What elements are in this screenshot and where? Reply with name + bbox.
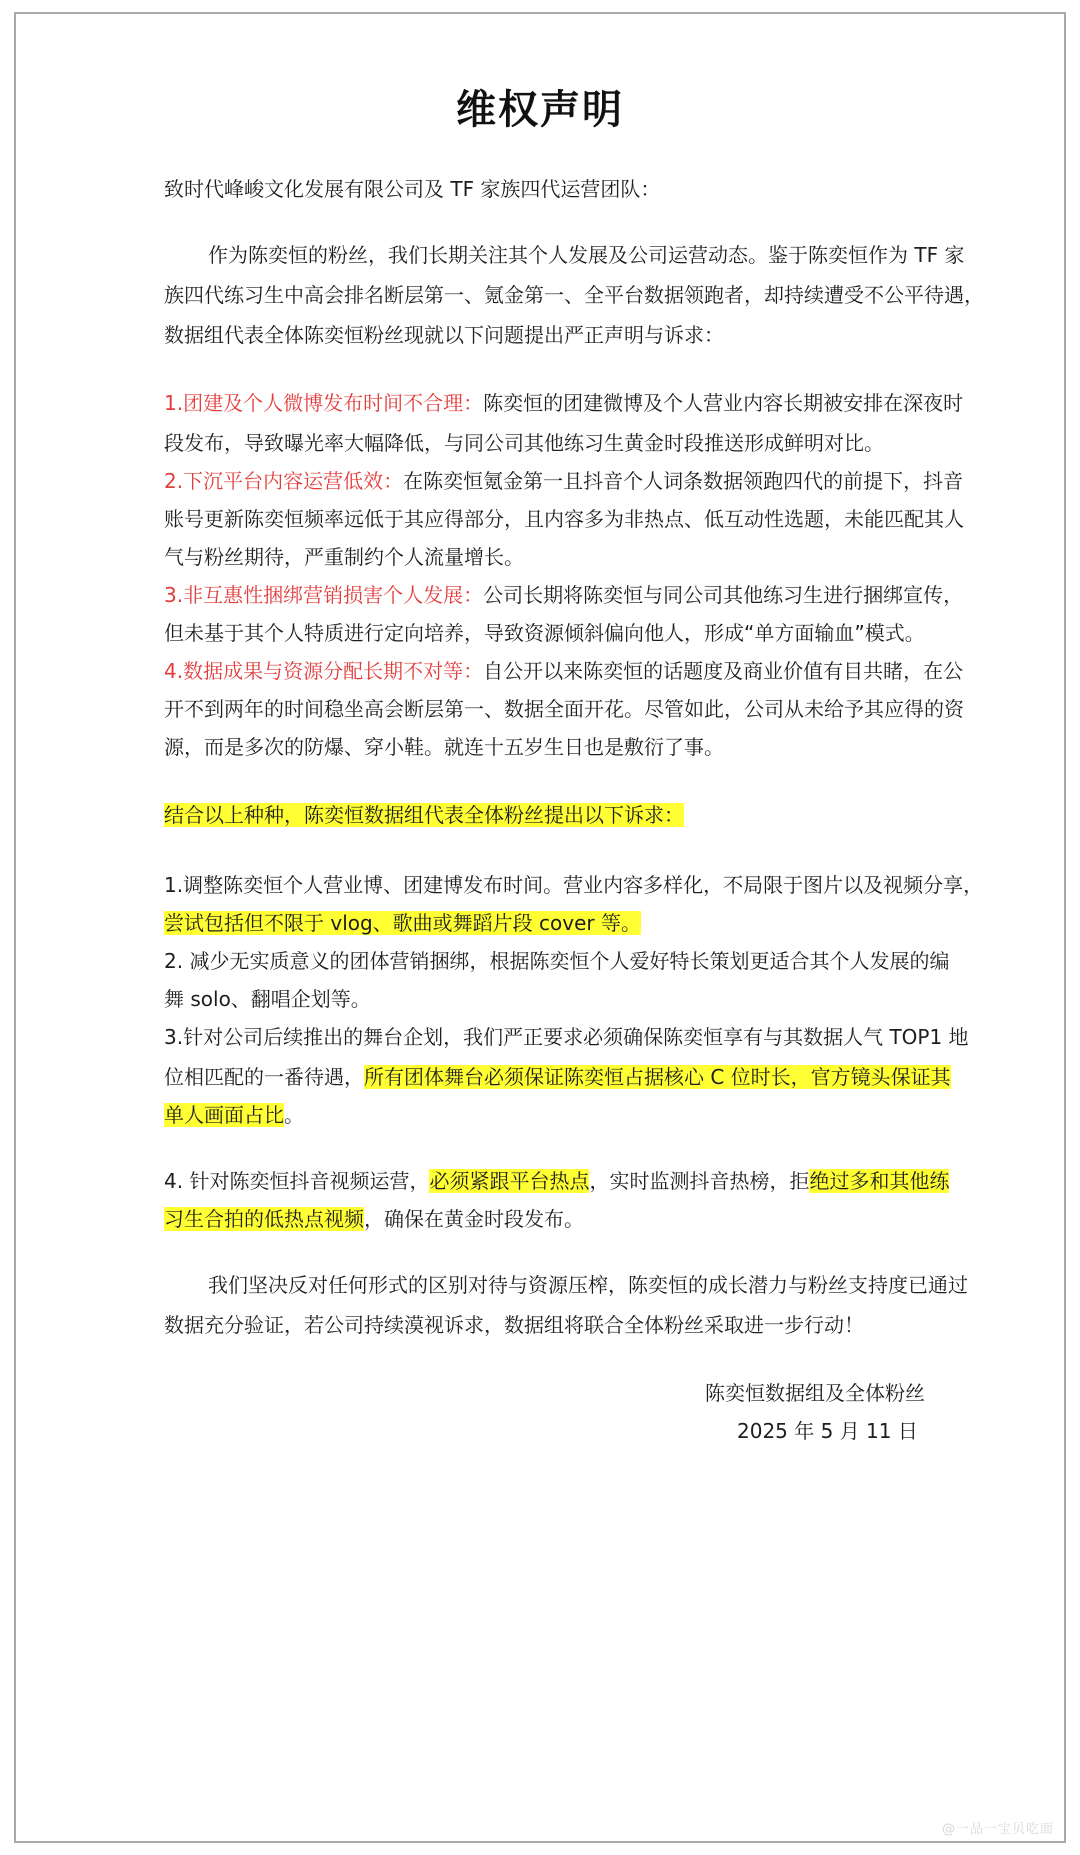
demand-2-line-1: 2. 减少无实质意义的团体营销捆绑，根据陈奕恒个人爱好特长策划更适合其个人发展的编: [164, 949, 950, 973]
issue-4-line-3: 源，而是多次的防爆、穿小鞋。就连十五岁生日也是敷衍了事。: [164, 735, 724, 759]
demand-intro: [164, 801, 684, 829]
issue-2-text: 在陈奕恒氪金第一且抖音个人词条数据领跑四代的前提下，抖音: [403, 469, 964, 493]
issue-2-line-2: 账号更新陈奕恒频率远低于其应得部分，且内容多为非热点、低互动性选题，未能匹配其人: [164, 507, 964, 531]
intro-line-3: 数据组代表全体陈奕恒粉丝现就以下问题提出严正声明与诉求：: [164, 323, 724, 347]
demand-4-highlight-a: 必须紧跟平台热点: [429, 1169, 590, 1193]
issue-4-line-2: 开不到两年的时间稳坐高会断层第一、数据全面开花。尽管如此，公司从未给予其应得的资: [164, 697, 964, 721]
demand-4-text-a: 4. 针对陈奕恒抖音视频运营，: [164, 1169, 430, 1193]
issue-2-line-3: 气与粉丝期待，严重制约个人流量增长。: [164, 545, 524, 569]
demand-4-line-1: [164, 1167, 949, 1195]
issue-1-line-2: 段发布，导致曝光率大幅降低，与同公司其他练习生黄金时段推送形成鲜明对比。: [164, 431, 884, 455]
issue-3-line-2: 但未基于其个人特质进行定向培养，导致资源倾斜偏向他人，形成“单方面输血”模式。: [164, 621, 925, 645]
date: 2025 年 5 月 11 日: [737, 1419, 918, 1443]
issue-3-heading: 3.非互惠性捆绑营销损害个人发展：: [164, 583, 484, 607]
demand-3-highlight-2: 单人画面占比: [164, 1103, 284, 1127]
demand-1-line-2: [164, 909, 641, 937]
demand-1-highlight: 尝试包括但不限于 vlog、歌曲或舞蹈片段 cover 等。: [164, 911, 641, 935]
issue-4: [164, 657, 963, 685]
issue-1-text: 陈奕恒的团建微博及个人营业内容长期被安排在深夜时: [483, 391, 964, 415]
demand-1-line-1: 1.调整陈奕恒个人营业博、团建博发布时间。营业内容多样化，不局限于图片以及视频分享，: [164, 873, 984, 897]
issue-2: [164, 467, 963, 495]
closing-line-1: 我们坚决反对任何形式的区别对待与资源压榨，陈奕恒的成长潜力与粉丝支持度已通过: [208, 1273, 968, 1297]
demand-intro-highlight: 结合以上种种，陈奕恒数据组代表全体粉丝提出以下诉求：: [164, 803, 684, 827]
demand-4-highlight-b: 绝过多和其他练: [809, 1169, 950, 1193]
demand-2-line-2: 舞 solo、翻唱企划等。: [164, 987, 371, 1011]
demand-3-highlight: 所有团体舞台必须保证陈奕恒占据核心 C 位时长，官方镜头保证其: [364, 1065, 951, 1089]
demand-3-period: 。: [284, 1103, 304, 1127]
demand-3-text: 位相匹配的一番待遇，: [164, 1065, 364, 1089]
demand-4-line-2: [164, 1205, 584, 1233]
closing-line-2: 数据充分验证，若公司持续漠视诉求，数据组将联合全体粉丝采取进一步行动！: [164, 1313, 864, 1337]
demand-3-line-1: 3.针对公司后续推出的舞台企划，我们严正要求必须确保陈奕恒享有与其数据人气 TOP1 地: [164, 1025, 969, 1049]
demand-3-line-3: [164, 1101, 304, 1129]
demand-4-text-c: ，确保在黄金时段发布。: [364, 1207, 584, 1231]
demand-4-text-b: ，实时监测抖音热榜，拒: [589, 1169, 810, 1193]
intro-line-2: 族四代练习生中高会排名断层第一、氪金第一、全平台数据领跑者，却持续遭受不公平待遇，: [164, 283, 984, 307]
issue-3: [164, 581, 963, 609]
document-title: 维权声明: [456, 87, 624, 133]
issue-1-heading: 1.团建及个人微博发布时间不合理：: [164, 391, 484, 415]
intro-line-1: 作为陈奕恒的粉丝，我们长期关注其个人发展及公司运营动态。鉴于陈奕恒作为 TF 家: [208, 243, 965, 267]
signature: 陈奕恒数据组及全体粉丝: [705, 1381, 925, 1405]
issue-4-heading: 4.数据成果与资源分配长期不对等：: [164, 659, 484, 683]
demand-4-highlight-c: 习生合拍的低热点视频: [164, 1207, 364, 1231]
issue-1: [164, 389, 963, 417]
issue-3-text: 公司长期将陈奕恒与同公司其他练习生进行捆绑宣传，: [483, 583, 964, 607]
demand-3-line-2: [164, 1063, 951, 1091]
issue-2-heading: 2.下沉平台内容运营低效：: [164, 469, 404, 493]
issue-4-text: 自公开以来陈奕恒的话题度及商业价值有目共睹，在公: [483, 659, 964, 683]
salutation: 致时代峰峻文化发展有限公司及 TF 家族四代运营团队：: [164, 177, 661, 201]
watermark: @一品一宝贝吃面: [941, 1822, 1054, 1837]
